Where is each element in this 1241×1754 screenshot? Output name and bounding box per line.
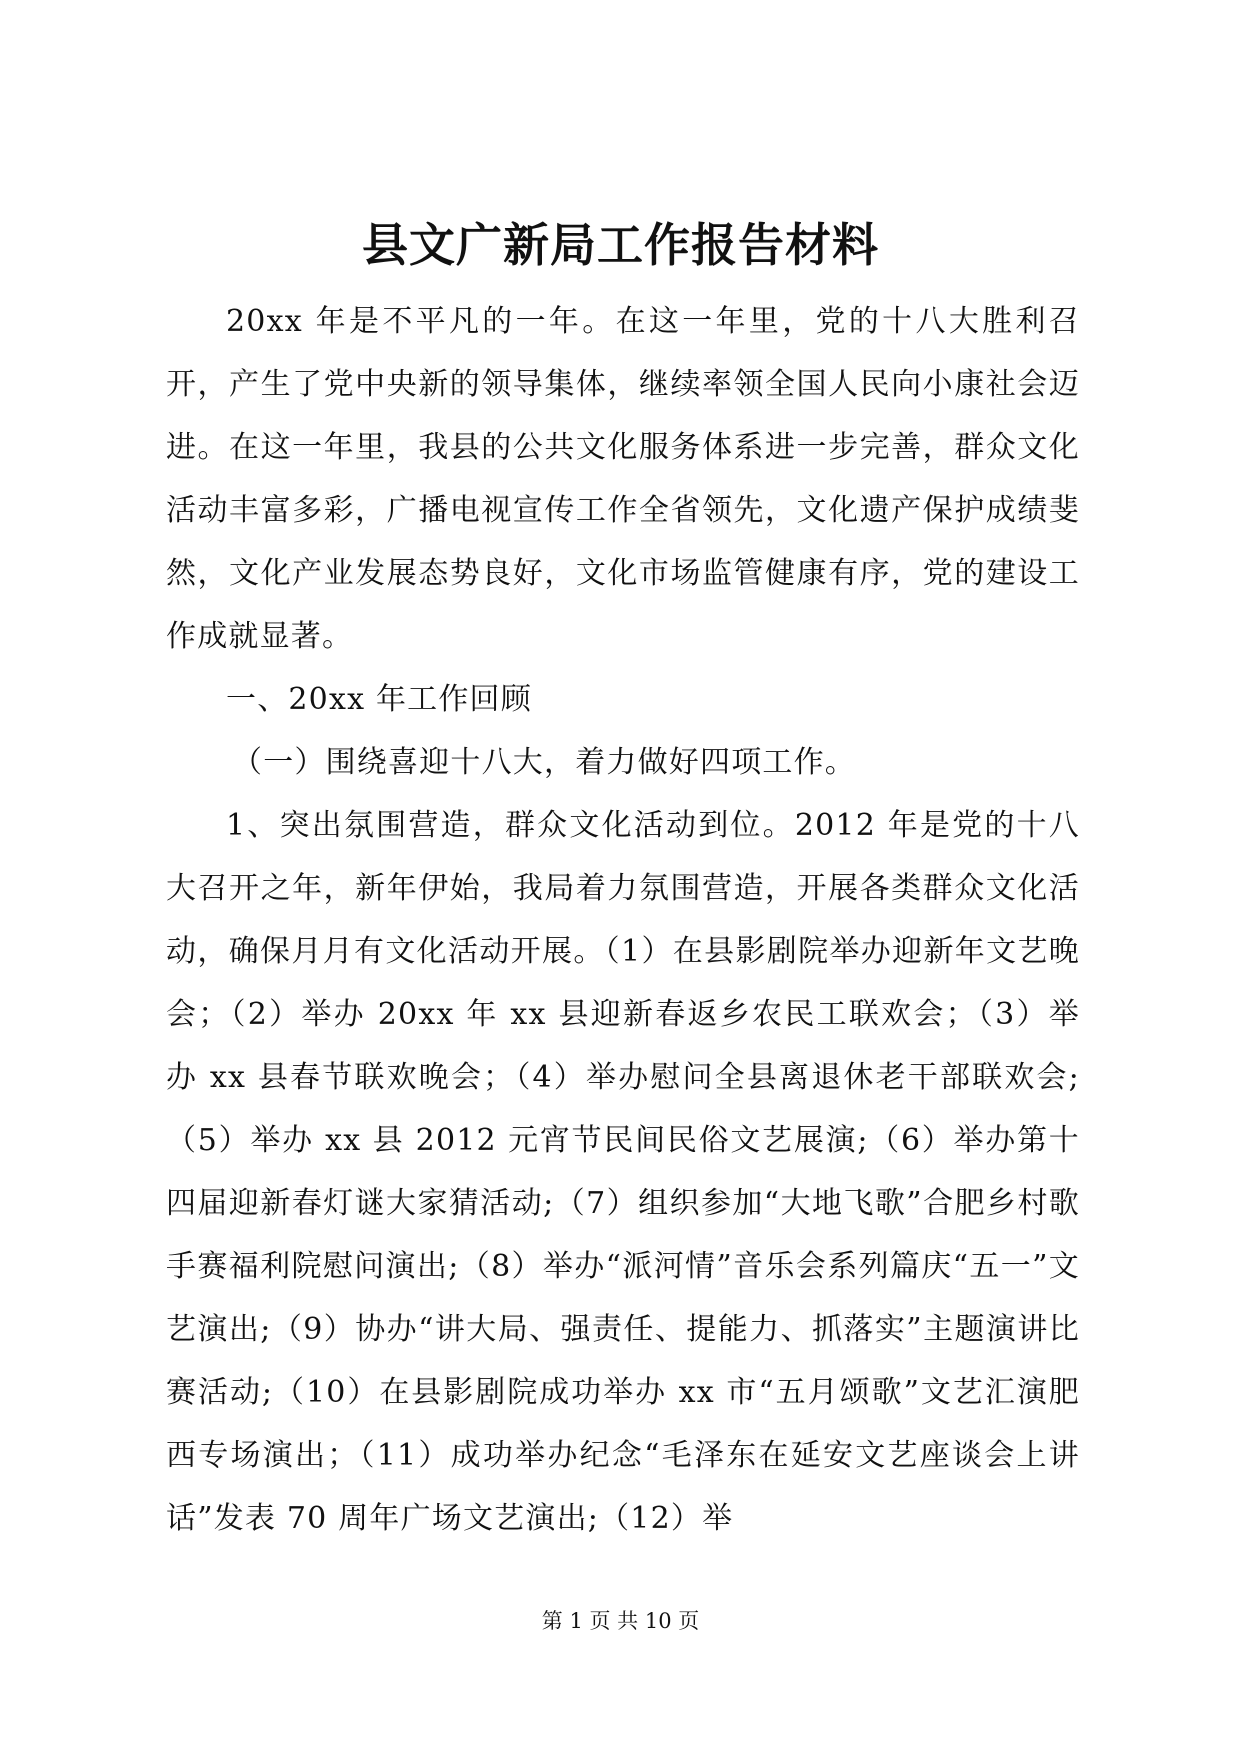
activities-paragraph: 1、突出氛围营造，群众文化活动到位。2012 年是党的十八大召开之年，新年伊始，我局着力氛围营造，开展各类群众文化活动，确保月月有文化活动开展。（1）在县影剧院举办迎新年文艺晚会；（2）举办 20xx 年 xx 县迎新春返乡农民工联欢会；（3）举办 xx 县春节联欢晚会；（4）举办慰问全县离退休老干部联欢会;（5）举办 xx 县 2012 元宵节民间民俗文艺展演;（6）举办第十四届迎新春灯谜大家猜活动;（7）组织参加“大地飞歌”合肥乡村歌手赛福利院慰问演出;（8）举办“派河情”音乐会系列篇庆“五一”文艺演出;（9）协办“讲大局、强责任、提能力、抓落实”主题演讲比赛活动;（10）在县影剧院成功举办 xx 市“五月颂歌”文艺汇演肥西专场演出；（11）成功举办纪念“毛泽东在延安文艺座谈会上讲话”发表 70 周年广场文艺演出;（12）举 <box>166 808 1080 1536</box>
page-footer: 第 1 页 共 10 页 <box>541 1609 700 1633</box>
document-title: 县文广新局工作报告材料 <box>362 218 879 272</box>
document-body <box>166 290 1080 1550</box>
section-heading: 一、20xx 年工作回顾 <box>226 682 532 717</box>
subsection-heading: （一）围绕喜迎十八大，着力做好四项工作。 <box>232 745 856 780</box>
intro-paragraph: 20xx 年是不平凡的一年。在这一年里，党的十八大胜利召开，产生了党中央新的领导集体，继续率领全国人民向小康社会迈进。在这一年里，我县的公共文化服务体系进一步完善，群众文化活动丰富多彩，广播电视宣传工作全省领先，文化遗产保护成绩斐然，文化产业发展态势良好，文化市场监管健康有序，党的建设工作成就显著。 <box>166 304 1080 654</box>
